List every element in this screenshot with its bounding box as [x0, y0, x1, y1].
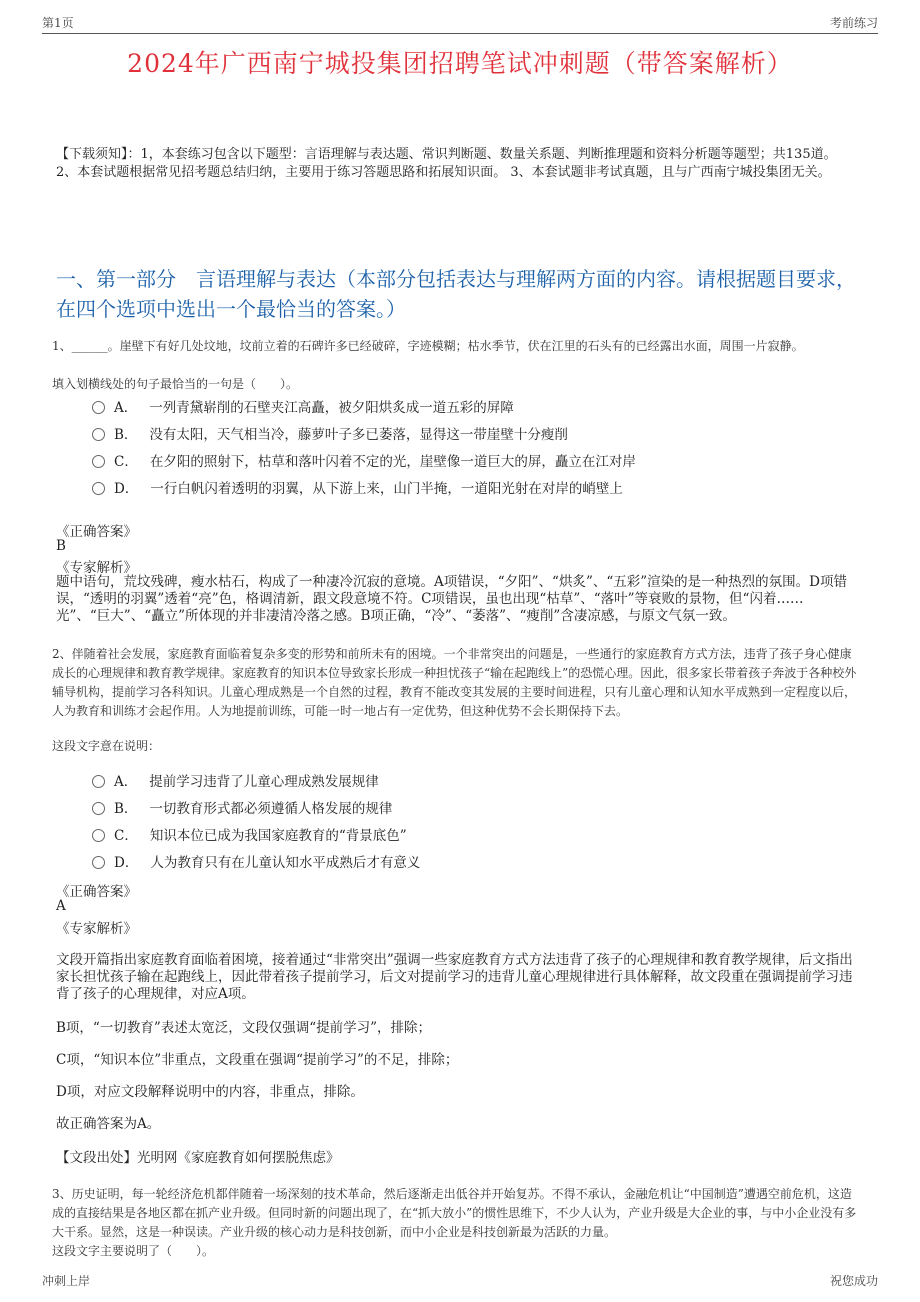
option-c[interactable]: C． 在夕阳的照射下，枯草和落叶闪着不定的光，崖壁像一道巨大的屏，矗立在江对岸 — [92, 446, 852, 473]
question-3-prompt: 这段文字主要说明了（ ）。 — [52, 1244, 215, 1258]
radio-icon[interactable] — [92, 482, 105, 495]
header-tag: 考前练习 — [829, 16, 878, 30]
question-2-source: 【文段出处】光明网《家庭教育如何摆脱焦虑》 — [56, 1150, 340, 1166]
page-title: 2024年广西南宁城投集团招聘笔试冲刺题（带答案解析） — [127, 49, 793, 78]
question-2-answer: A — [56, 898, 66, 914]
radio-icon[interactable] — [92, 802, 105, 815]
page-footer — [42, 1272, 878, 1290]
question-3-text: 3、历史证明，每一轮经济危机都伴随着一场深刻的技术革命，然后逐渐走出低谷并开始复苏。不得不承认，金融危机让“中国制造”遭遇空前危机，这造成的直接结果是各地区都在抓产业升级。但同时新的问题出现了，在“抓大放小”的惯性思维下，不少人认为，产业升级是大企业的事，与中小企业没有多大干系。显然，这是一种误读。产业升级的核心动力是科技创新，而中小企业是科技创新最为活跃的力量。 — [52, 1187, 857, 1239]
radio-icon[interactable] — [92, 829, 105, 842]
question-1-analysis: 题中语句，荒坟残碑，瘦水枯石，构成了一种凄冷沉寂的意境。A项错误，“夕阳”、“烘炙”、“五彩”渲染的是一种热烈的氛围。D项错误，“透明的羽翼”透着“亮”色，格调清新，跟文段意境不符。C项错误，虽也出现“枯草”、“落叶”等衰败的景物，但“闪着……光”、“巨大”、“矗立”所体现的并非凄清冷落之感。B项正确，“冷”、“萎落”、“瘦削”含凄凉感，与原文气氛一致。 — [56, 574, 847, 624]
question-2-prompt: 这段文字意在说明： — [52, 739, 161, 753]
question-2-analysis-c: C项，“知识本位”非重点，文段重在强调“提前学习”的不足，排除； — [56, 1052, 459, 1068]
question-1-answer: B — [56, 538, 66, 554]
question-2-analysis-d: D项，对应文段解释说明中的内容，非重点，排除。 — [56, 1084, 364, 1100]
option-d[interactable]: D． 人为教育只有在儿童认知水平成熟后才有意义 — [92, 847, 852, 874]
question-1-prompt: 填入划横线处的句子最恰当的一句是（ ）。 — [52, 377, 299, 391]
expert-analysis-label: 《专家解析》 — [56, 921, 137, 937]
radio-icon[interactable] — [92, 856, 105, 869]
correct-answer-label: 《正确答案》 — [56, 524, 137, 540]
question-2-options — [92, 766, 852, 874]
footer-left: 冲刺上岸 — [42, 1274, 91, 1288]
option-d[interactable]: D． 一行白帆闪着透明的羽翼，从下游上来，山门半掩，一道阳光射在对岸的峭壁上 — [92, 473, 852, 500]
radio-icon[interactable] — [92, 775, 105, 788]
option-b[interactable]: B． 一切教育形式都必须遵循人格发展的规律 — [92, 793, 852, 820]
option-c[interactable]: C． 知识本位已成为我国家庭教育的“背景底色” — [92, 820, 852, 847]
correct-answer-label: 《正确答案》 — [56, 884, 137, 900]
page-number: 第1页 — [42, 16, 74, 30]
radio-icon[interactable] — [92, 401, 105, 414]
option-b[interactable]: B． 没有太阳，天气相当冷，藤萝叶子多已萎落，显得这一带崖壁十分瘦削 — [92, 419, 852, 446]
question-2-text: 2、伴随着社会发展，家庭教育面临着复杂多变的形势和前所未有的困境。一个非常突出的问题是，一些通行的家庭教育方式方法，违背了孩子身心健康成长的心理规律和教育教学规律。家庭教育的知识本位导致家长形成一种担忧孩子“输在起跑线上”的恐慌心理。因此，很多家长带着孩子奔波于各种校外辅导机构，提前学习各科知识。儿童心理成熟是一个自然的过程，教育不能改变其发展的主要时间进程，只有儿童心理和认知水平成熟到一定程度以后，人为教育和训练才会起作用。人为地提前训练，可能一时一地占有一定优势，但这种优势不会长期保持下去。 — [52, 647, 857, 718]
section-heading: 一、第一部分 言语理解与表达（本部分包括表达与理解两方面的内容。请根据题目要求，在四个选项中选出一个最恰当的答案。） — [56, 267, 856, 321]
question-2-conclusion: 故正确答案为A。 — [56, 1116, 161, 1132]
expert-analysis-label: 《专家解析》 — [56, 560, 137, 576]
footer-right: 祝您成功 — [829, 1274, 878, 1288]
header-divider — [42, 33, 878, 34]
option-a[interactable]: A． 提前学习违背了儿童心理成熟发展规律 — [92, 766, 852, 793]
radio-icon[interactable] — [92, 455, 105, 468]
question-2-analysis-b: B项，“一切教育”表述太宽泛，文段仅强调“提前学习”，排除； — [56, 1020, 432, 1036]
radio-icon[interactable] — [92, 428, 105, 441]
download-notice: 【下载须知】：1，本套练习包含以下题型：言语理解与表达题、常识判断题、数量关系题、判断推理题和资料分析题等题型；共135道。 2、本套试题根据常见招考题总结归纳，主要用于练习答题思路和拓展知识面。 3、本套试题非考试真题，且与广西南宁城投集团无关。 — [56, 147, 837, 180]
page-header — [42, 14, 878, 32]
question-1-options — [92, 392, 852, 500]
option-a[interactable]: A． 一列青黛崭削的石壁夹江高矗，被夕阳烘炙成一道五彩的屏障 — [92, 392, 852, 419]
question-2-analysis-main: 文段开篇指出家庭教育面临着困境，接着通过“非常突出”强调一些家庭教育方式方法违背了孩子的心理规律和教育教学规律，后文指出家长担忧孩子输在起跑线上，因此带着孩子提前学习，后文对提前学习的违背儿童心理规律进行具体解释，故文段重在强调提前学习违背了孩子的心理规律，对应A项。 — [56, 952, 853, 1002]
question-1-text: 1、______。崖壁下有好几处坟地，坟前立着的石碑许多已经破碎，字迹模糊；枯水季节，伏在江里的石头有的已经露出水面，周围一片寂静。 — [52, 339, 804, 353]
